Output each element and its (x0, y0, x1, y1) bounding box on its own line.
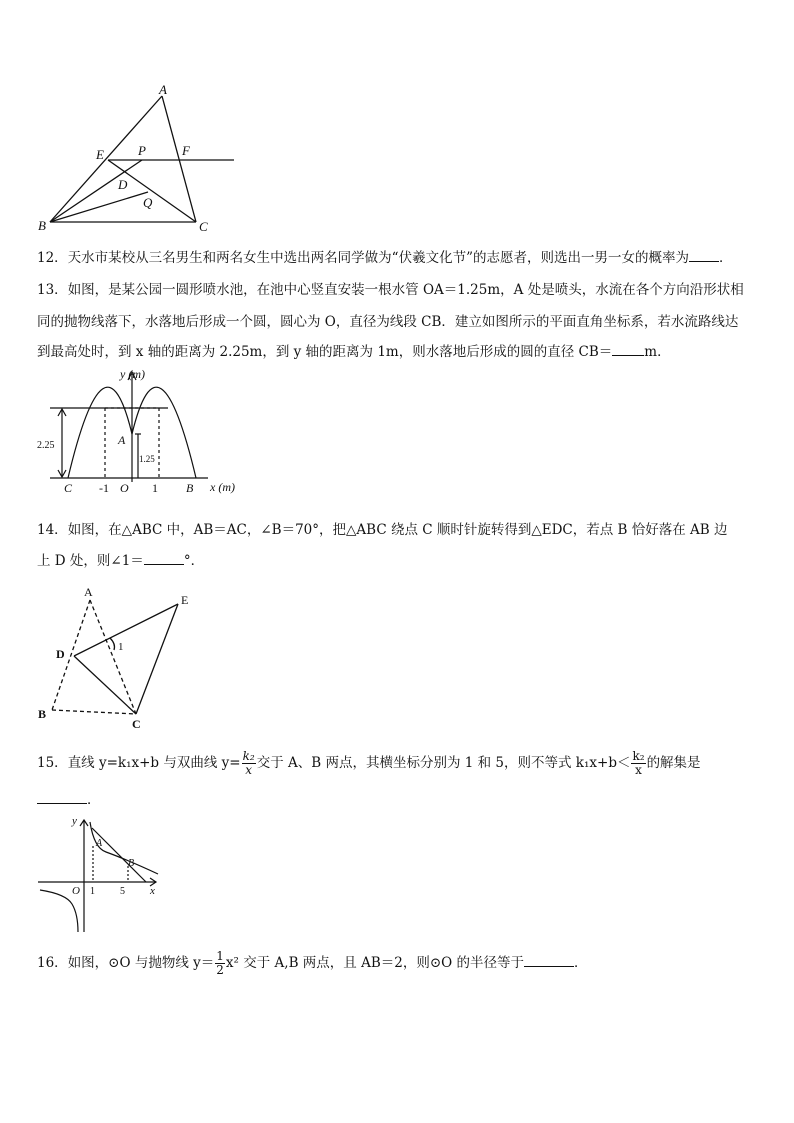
tick-1: 1 (90, 886, 95, 897)
line-y-k1x-b (92, 828, 146, 882)
label-C: C (64, 481, 73, 495)
label-A: A (118, 433, 126, 447)
answer-blank[interactable] (612, 342, 644, 356)
label-D: D (118, 177, 128, 192)
label-O: O (120, 481, 129, 495)
x-label: x (150, 885, 155, 897)
angle-1-arc (110, 638, 115, 650)
punctuation: ． (719, 250, 733, 266)
question-15-line-1 (37, 750, 701, 777)
question-16 (37, 950, 588, 977)
y-label: y (72, 815, 77, 827)
side-DE (74, 604, 178, 656)
rotation-figure-q14 (36, 582, 216, 732)
question-15-line-2 (37, 790, 101, 810)
tick-5: 5 (120, 886, 125, 897)
label-P: P (138, 143, 146, 158)
side-DC (74, 656, 136, 714)
side-AC-dashed (90, 600, 136, 714)
label-E: E (96, 147, 104, 162)
question-text: 直线 y=k₁x+b 与双曲线 y= (67, 755, 241, 771)
denominator: x (635, 763, 642, 777)
label-Q: Q (143, 195, 153, 210)
question-13-line-1 (37, 280, 744, 300)
label-D: D (56, 647, 65, 661)
x-axis-label: x (m) (210, 480, 235, 494)
answer-blank[interactable] (144, 551, 184, 565)
parabola-right (132, 387, 196, 478)
question-number: 16． (37, 955, 68, 971)
numerator: k₂ (632, 749, 645, 763)
question-number: 15． (37, 755, 68, 771)
label-A: A (96, 838, 103, 849)
height-value: 2.25 (37, 440, 55, 451)
y-axis-label: y (m) (120, 367, 145, 381)
label-B: B (38, 707, 47, 721)
question-text: 天水市某校从三名男生和两名女生中选出两名同学做为“伏羲文化节”的志愿者，则选出一男一女的概率为 (67, 250, 689, 266)
answer-blank[interactable] (689, 248, 719, 262)
question-13-line-3 (37, 342, 671, 362)
question-text: 到最高处时，到 x 轴的距离为 2.25m，到 y 轴的距离为 1m，则水落地后形成的圆的直径 CB＝ (37, 344, 613, 360)
label-A: A (84, 585, 93, 599)
fraction-k2-over-x (631, 750, 645, 777)
question-text: 如图，在△ABC 中，AB＝AC，∠B＝70°，把△ABC 绕点 C 顺时针旋转得到△EDC，若点 B 恰好落在 AB 边 (67, 522, 728, 538)
side-EC (136, 604, 178, 714)
tick-neg1: -1 (99, 481, 109, 495)
question-text: x² 交于 A,B 两点，且 AB＝2，则⊙O 的半径等于 (225, 955, 525, 971)
hyperbola-figure-q15 (36, 814, 176, 934)
unit: °． (183, 553, 205, 569)
label-F: F (182, 143, 190, 158)
question-text: 的解集是 (646, 755, 701, 771)
label-C: C (199, 219, 208, 234)
fraction-k2-over-x (242, 750, 256, 777)
fraction-one-half (215, 950, 225, 977)
numerator: 1 (216, 949, 224, 963)
punctuation: ． (87, 792, 101, 808)
label-A: A (159, 82, 167, 97)
unit: m． (644, 344, 671, 360)
question-text: 上 D 处，则∠1＝ (37, 553, 144, 569)
side-AC (162, 96, 196, 222)
pipe-value: 1.25 (139, 454, 155, 464)
side-BC-dashed (52, 710, 136, 714)
question-13-line-2 (37, 312, 738, 332)
numerator: k₂ (242, 749, 255, 763)
answer-blank[interactable] (37, 790, 87, 804)
denominator: 2 (216, 963, 224, 977)
question-number: 12． (37, 250, 68, 266)
label-E: E (181, 593, 189, 607)
label-C: C (132, 717, 141, 731)
tick-pos1: 1 (152, 481, 158, 495)
segment-BQ (50, 192, 148, 222)
punctuation: ． (574, 955, 588, 971)
denominator: x (245, 763, 253, 777)
question-number: 14． (37, 522, 68, 538)
label-B: B (128, 858, 135, 869)
question-number: 13． (37, 282, 68, 298)
angle-label: 1 (118, 641, 124, 653)
question-text: 同的抛物线落下，水落地后形成一个圆，圆心为 O，直径为线段 CB．建立如图所示的平面直角坐标系，若水流路线达 (37, 314, 739, 330)
answer-blank[interactable] (524, 953, 574, 967)
question-text: 交于 A、B 两点，其横坐标分别为 1 和 5，则不等式 k₁x+b＜ (256, 755, 631, 771)
fountain-figure-q13 (36, 368, 246, 498)
question-14-line-1 (37, 520, 728, 540)
question-text: 如图，是某公园一圆形喷水池，在池中心竖直安装一根水管 OA＝1.25m，A 处是喷头，水流在各个方向沿形状相 (67, 282, 744, 298)
question-14-line-2 (37, 551, 204, 571)
label-B: B (186, 481, 194, 495)
question-text: 如图，⊙O 与抛物线 y＝ (67, 955, 215, 971)
question-12 (37, 248, 733, 268)
label-O: O (72, 885, 80, 897)
triangle-figure-q11 (30, 82, 260, 232)
label-B: B (38, 218, 46, 233)
